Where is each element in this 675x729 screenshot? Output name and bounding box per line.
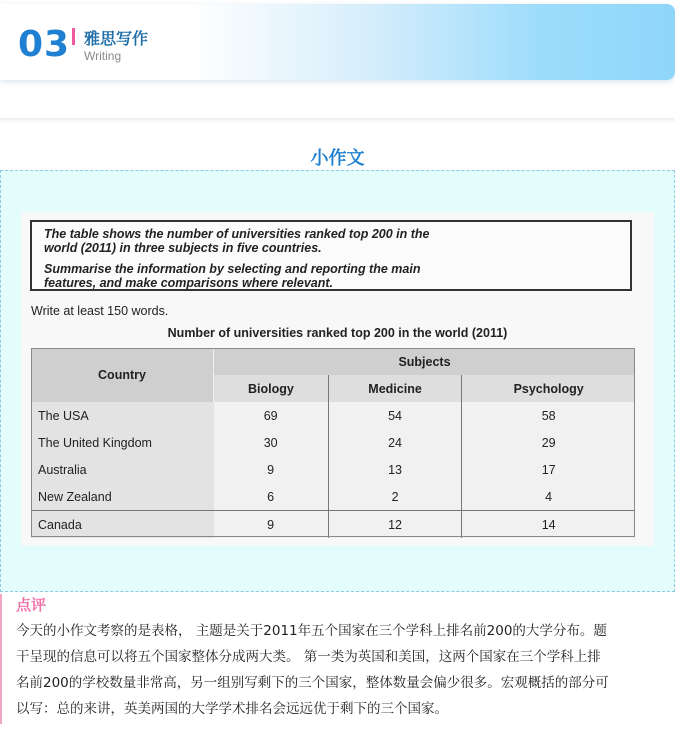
comment-title: 点评: [16, 596, 47, 614]
data-table: [31, 348, 635, 538]
word-limit: Write at least 150 words.: [31, 304, 169, 318]
value-cell: 13: [328, 456, 462, 483]
value-cell: 4: [462, 483, 635, 511]
table-row: [31, 429, 635, 456]
table-row: [31, 483, 635, 511]
prompt-line: The table shows the number of universities ranked top 200 in the: [44, 227, 430, 241]
table-row: [31, 402, 635, 429]
table-title: Number of universities ranked top 200 in the world (2011): [167, 326, 508, 340]
value-cell: 14: [462, 511, 635, 539]
value-cell: 6: [214, 483, 329, 511]
accent-bar: [72, 28, 75, 45]
country-cell: New Zealand: [31, 483, 214, 511]
value-cell: 12: [328, 511, 462, 539]
comment-line: 以写：总的来讲，英美两国的大学学术排名会远远优于剩下的三个国家。: [16, 701, 448, 717]
value-cell: 17: [462, 456, 635, 483]
row-header: Country: [31, 348, 214, 402]
section-header: [0, 4, 675, 80]
column-header: Biology: [214, 375, 329, 402]
comment-body: [16, 618, 656, 722]
comment-line: 名前200的学校数量非常高，另一组别写剩下的三个国家，整体数量会偏少很多。宏观概括的部分可: [16, 675, 609, 691]
task-prompt-box: [30, 220, 632, 291]
group-header: Subjects: [214, 348, 636, 375]
comment-accent-bar: [0, 594, 2, 724]
comment-line: 今天的小作文考察的是表格， 主题是关于2011年五个国家在三个学科上排名前200的大学分布。题: [16, 623, 607, 639]
comment-line: 干呈现的信息可以将五个国家整体分成两大类。 第一类为英国和美国，这两个国家在三个学科上排: [16, 649, 601, 665]
section-title: 雅思写作: [84, 29, 149, 48]
value-cell: 58: [462, 402, 635, 429]
country-cell: Canada: [31, 511, 214, 539]
table-row: [31, 456, 635, 483]
country-cell: Australia: [31, 456, 214, 483]
divider: [0, 118, 675, 124]
sub-heading: 小作文: [310, 148, 365, 169]
value-cell: 9: [214, 456, 329, 483]
task-image: [21, 212, 654, 546]
value-cell: 9: [214, 511, 329, 539]
section-number: 03: [18, 24, 71, 65]
section-subtitle: Writing: [84, 49, 122, 63]
value-cell: 2: [328, 483, 462, 511]
column-header: Medicine: [328, 375, 462, 402]
value-cell: 30: [214, 429, 329, 456]
country-cell: The USA: [31, 402, 214, 429]
value-cell: 24: [328, 429, 462, 456]
prompt-line: features, and make comparisons where relevant.: [44, 276, 334, 290]
value-cell: 69: [214, 402, 329, 429]
prompt-line: world (2011) in three subjects in five countries.: [44, 241, 322, 255]
prompt-line: Summarise the information by selecting and reporting the main: [44, 262, 421, 276]
column-header: Psychology: [462, 375, 635, 402]
table-row: [31, 511, 635, 539]
value-cell: 54: [328, 402, 462, 429]
value-cell: 29: [462, 429, 635, 456]
country-cell: The United Kingdom: [31, 429, 214, 456]
